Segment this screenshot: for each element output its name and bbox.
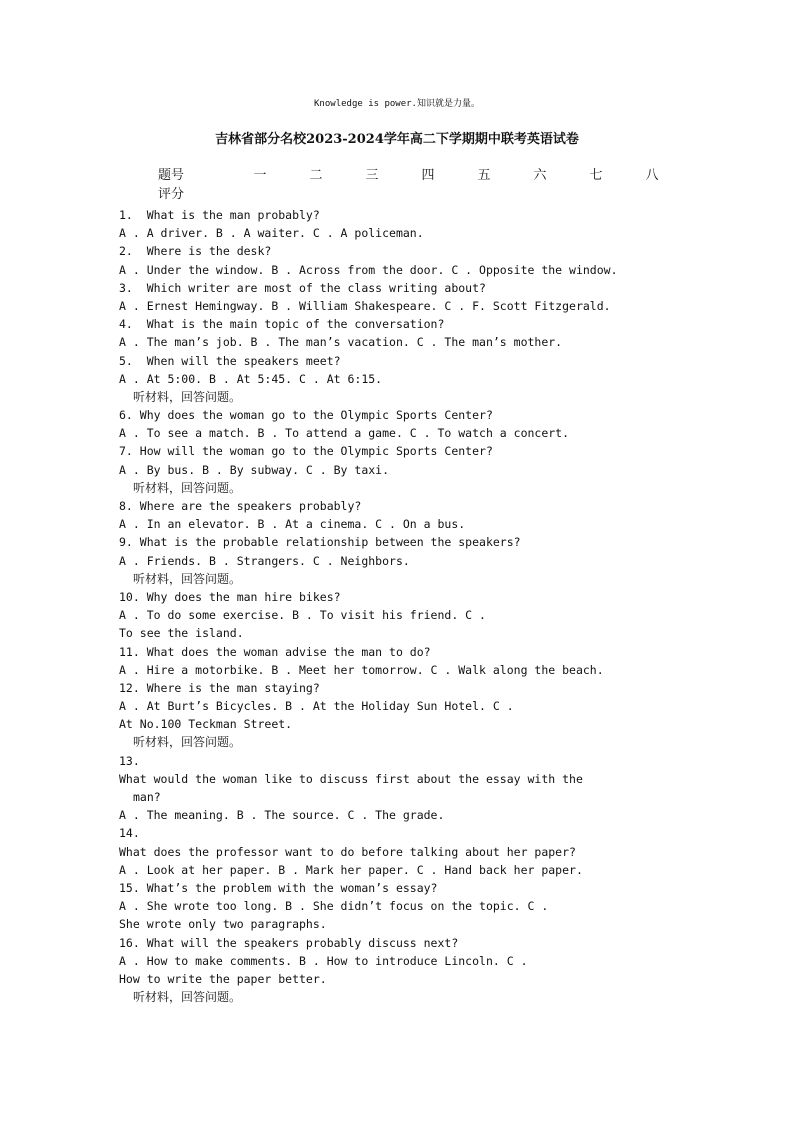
- section-instruction: 听材料，回答问题。: [133, 571, 242, 586]
- question-line: A . Hire a motorbike. B . Meet her tomorrow. C . Walk along the beach.: [119, 662, 604, 677]
- question-list: [119, 206, 679, 1006]
- score-table: [158, 166, 680, 204]
- section-instruction: 听材料，回答问题。: [133, 480, 242, 495]
- question-line: She wrote only two paragraphs.: [119, 917, 327, 932]
- question-line: A . Under the window. B . Across from the door. C . Opposite the window.: [119, 262, 618, 277]
- score-table-column: 五: [477, 168, 491, 183]
- score-table-column: 四: [421, 168, 435, 183]
- question-line: At No.100 Teckman Street.: [119, 717, 293, 732]
- question-line: A . By bus. B . By subway. C . By taxi.: [119, 462, 390, 477]
- question-line: A . The man’s job. B . The man’s vacation. C . The man’s mother.: [119, 335, 563, 350]
- question-line: 10. Why does the man hire bikes?: [119, 589, 341, 604]
- question-line: 13.: [119, 753, 140, 768]
- score-table-column: 七: [589, 168, 603, 183]
- score-table-column: 一: [253, 168, 267, 183]
- question-line: A . At Burt’s Bicycles. B . At the Holiday Sun Hotel. C .: [119, 699, 514, 714]
- question-line: 16. What will the speakers probably discuss next?: [119, 935, 459, 950]
- question-line: 7. How will the woman go to the Olympic Sports Center?: [119, 444, 493, 459]
- question-line: To see the island.: [119, 626, 244, 641]
- score-table-column: 八: [645, 168, 659, 183]
- question-line: 3. Which writer are most of the class writing about?: [119, 280, 486, 295]
- header-note: Knowledge is power.知识就是力量。: [314, 99, 480, 109]
- score-table-column: 六: [533, 168, 547, 183]
- question-line: A . To do some exercise. B . To visit his friend. C .: [119, 608, 486, 623]
- section-instruction: 听材料，回答问题。: [133, 990, 242, 1005]
- question-line: A . A driver. B . A waiter. C . A policeman.: [119, 226, 424, 241]
- score-table-header-label: 题号: [158, 168, 185, 183]
- question-line: 11. What does the woman advise the man to do?: [119, 644, 431, 659]
- question-line: 2. Where is the desk?: [119, 244, 272, 259]
- score-table-column: 三: [365, 168, 379, 183]
- page-title: 吉林省部分名校2023-2024学年高二下学期期中联考英语试卷: [215, 132, 579, 147]
- question-line: A . To see a match. B . To attend a game. C . To watch a concert.: [119, 426, 570, 441]
- question-line: A . The meaning. B . The source. C . The grade.: [119, 808, 445, 823]
- question-line: 15. What’s the problem with the woman’s essay?: [119, 880, 438, 895]
- question-line: 6. Why does the woman go to the Olympic Sports Center?: [119, 408, 493, 423]
- question-line: 9. What is the probable relationship between the speakers?: [119, 535, 521, 550]
- question-line: A . She wrote too long. B . She didn’t focus on the topic. C .: [119, 899, 549, 914]
- question-line: A . Friends. B . Strangers. C . Neighbors.: [119, 553, 410, 568]
- section-instruction: 听材料，回答问题。: [133, 389, 242, 404]
- question-line: 8. Where are the speakers probably?: [119, 499, 362, 513]
- score-table-score-label: 评分: [158, 187, 185, 202]
- question-line: What would the woman like to discuss first about the essay with the: [119, 771, 583, 786]
- question-line: A . Ernest Hemingway. B . William Shakespeare. C . F. Scott Fitzgerald.: [119, 298, 611, 313]
- score-table-column: 二: [309, 168, 323, 183]
- question-line: 14.: [119, 826, 140, 841]
- question-line: A . At 5:00. B . At 5:45. C . At 6:15.: [119, 371, 383, 386]
- question-line: 12. Where is the man staying?: [119, 680, 320, 695]
- question-line: 5. When will the speakers meet?: [119, 353, 341, 368]
- section-instruction: 听材料，回答问题。: [133, 735, 242, 750]
- question-line: 4. What is the main topic of the conversation?: [119, 317, 445, 332]
- question-line: How to write the paper better.: [119, 971, 327, 986]
- score-table-score-row: [158, 185, 680, 204]
- question-line: What does the professor want to do before talking about her paper?: [119, 844, 576, 859]
- score-table-header-row: [158, 166, 680, 185]
- question-line: A . Look at her paper. B . Mark her paper. C . Hand back her paper.: [119, 862, 583, 877]
- question-line: A . In an elevator. B . At a cinema. C . On a bus.: [119, 517, 466, 532]
- question-line: A . How to make comments. B . How to introduce Lincoln. C .: [119, 953, 528, 968]
- question-line: man?: [133, 790, 161, 804]
- question-line: 1. What is the man probably?: [119, 208, 320, 222]
